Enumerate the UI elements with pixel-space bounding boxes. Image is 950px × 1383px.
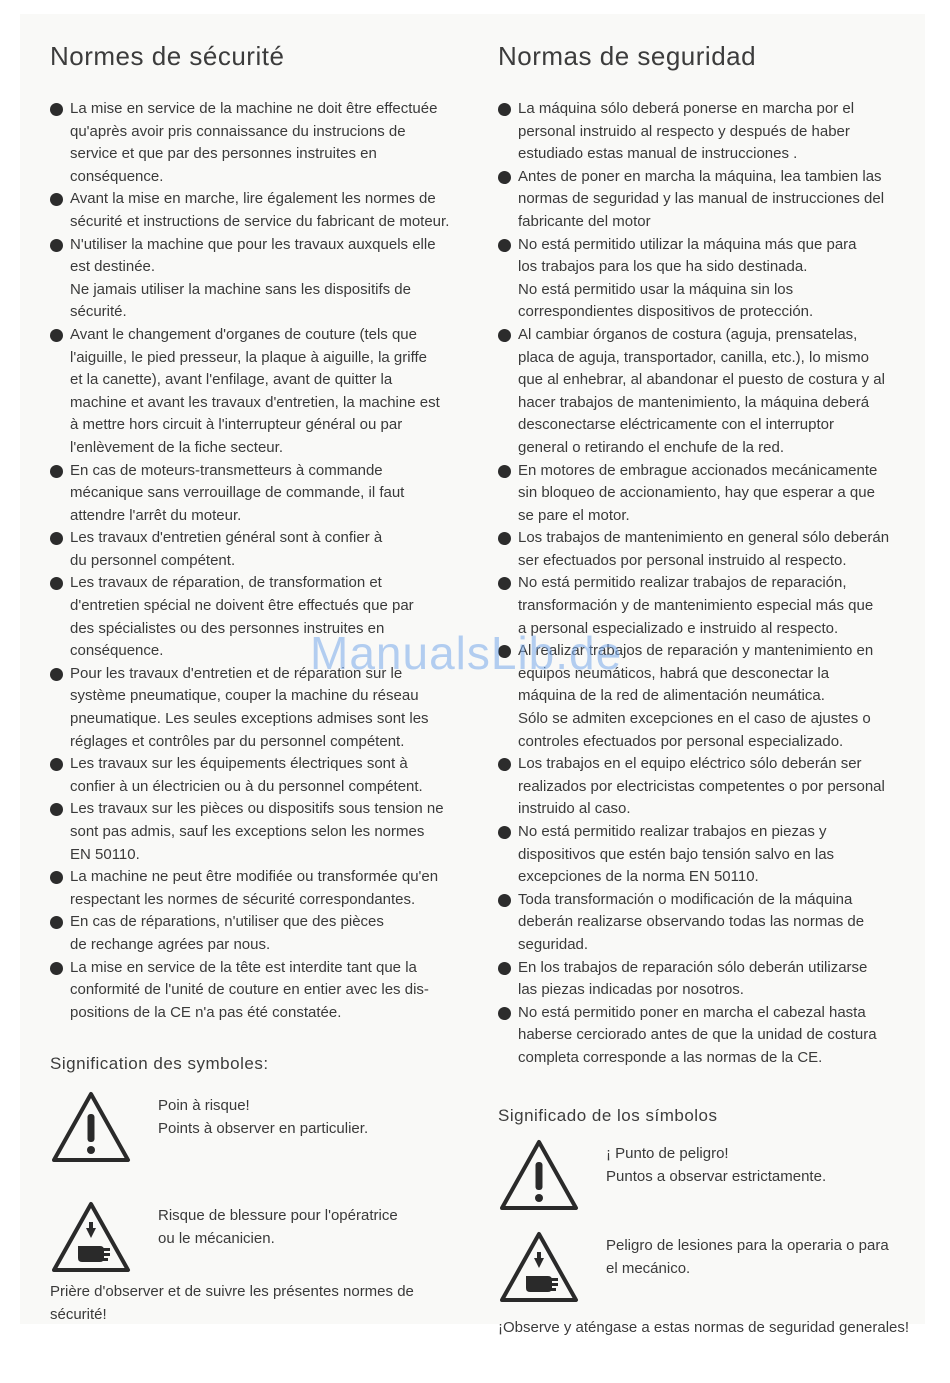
symbol-row-danger [498,1138,910,1230]
bullet-icon [498,1007,511,1020]
symbol-row-injury [498,1230,910,1316]
bullet-icon [50,239,63,252]
page-title-spanish: Normas de seguridad [498,41,757,71]
symbol-description: Poin à risque! Points à observer en particulier. [158,1097,369,1138]
list-item: No está permitido realizar trabajos de reparación, transformación y de mantenimiento especial más que a personal especializado e instruido al respecto. [498,572,910,640]
warning-exclamation-icon [498,1138,580,1212]
list-item: En los trabajos de reparación sólo deberán utilizarse las piezas indicadas por nosotros. [498,957,910,1002]
bullet-icon [50,916,63,929]
hand-injury-warning-icon [498,1230,580,1304]
list-item: Les travaux d'entretien général sont à confier à du personnel compétent. [50,527,468,572]
closing-note-french: Prière d'observer et de suivre les présentes normes de sécurité! [50,1283,414,1324]
safety-rules-list-spanish [498,98,910,1070]
bullet-icon [50,962,63,975]
closing-note-spanish: ¡Observe y aténgase a estas normas de seguridad generales! [498,1318,910,1336]
bullet-icon [498,239,511,252]
list-item: No está permitido realizar trabajos en piezas y dispositivos que estén bajo tensión salvo en las excepciones de la norma EN 50110. [498,821,910,889]
bullet-icon [50,103,63,116]
symbol-description: Risque de blessure pour l'opératrice ou le mécanicien. [158,1207,398,1248]
list-item: La máquina sólo deberá ponerse en marcha por el personal instruido al respecto y después de haber estudiado estas manual de instrucciones . [498,98,910,166]
bullet-icon [498,329,511,342]
symbol-description: ¡ Punto de peligro! Puntos a observar estrictamente. [606,1144,827,1185]
list-item: Al cambiar órganos de costura (aguja, prensatelas, placa de aguja, transportador, canilla, etc.), lo mismo que al enhebrar, al abandonar el puesto de costura y al hacer trabajos de mantenimiento, la máquina deberá desconectarse eléctricamente con el interruptor general o retirando el enchufe de la red. [498,324,910,460]
list-item: Antes de poner en marcha la máquina, lea tambien las normas de seguridad y las manual de instrucciones del fabricante del motor [498,166,910,234]
symbols-heading-spanish: Significado de los símbolos [498,1105,718,1125]
bullet-icon [50,577,63,590]
bullet-icon [498,962,511,975]
bullet-icon [498,758,511,771]
list-item: No está permitido poner en marcha el cabezal hasta haberse cerciorado antes de que la unidad de costura completa corresponde a las normas de la CE. [498,1002,910,1070]
warning-exclamation-icon [50,1090,132,1164]
list-item: Les travaux de réparation, de transformation et d'entretien spécial ne doivent être effectués que par des spécialistes ou des personnes instruites en conséquence. [50,572,468,662]
bullet-icon [50,193,63,206]
list-item: N'utiliser la machine que pour les travaux auxquels elle est destinée. Ne jamais utiliser la machine sans les dispositifs de sécurité. [50,234,468,324]
list-item: No está permitido utilizar la máquina más que para los trabajos para los que ha sido destinada. No está permitido usar la máquina sin los correspondientes dispositivos de protección. [498,234,910,324]
symbol-row-injury [50,1200,468,1280]
list-item: La mise en service de la tête est interdite tant que la conformité de l'unité de couture en entier avec les dis- positions de la CE n'a pas été constatée. [50,957,468,1025]
bullet-icon [50,668,63,681]
bullet-icon [50,329,63,342]
list-item: La mise en service de la machine ne doit être effectuée qu'après avoir pris connaissance du instrucions de service et que par des personnes instruites en conséquence. [50,98,468,188]
list-item: Avant le changement d'organes de couture (tels que l'aiguille, le pied presseur, la plaque à aiguille, la griffe et la canette), avant l'enfilage, avant de quitter la machine et avant les travaux d'entretien, la machine est à mettre hors circuit à l'interrupteur général ou par l'enlèvement de la fiche secteur. [50,324,468,460]
symbols-heading-french: Signification des symboles: [50,1054,269,1074]
spanish-column [498,28,910,1339]
bullet-icon [498,532,511,545]
list-item: En cas de moteurs-transmetteurs à commande mécanique sans verrouillage de commande, il faut attendre l'arrêt du moteur. [50,460,468,528]
symbol-description: Peligro de lesiones para la operaria o para el mecánico. [606,1236,889,1277]
list-item: En cas de réparations, n'utiliser que des pièces de rechange agrées par nous. [50,911,468,956]
bullet-icon [498,826,511,839]
list-item: Los trabajos de mantenimiento en general sólo deberán ser efectuados por personal instruido al respecto. [498,527,910,572]
manual-page [20,14,925,1336]
bullet-icon [498,894,511,907]
bullet-icon [50,803,63,816]
list-item: Les travaux sur les pièces ou dispositifs sous tension ne sont pas admis, sauf les exceptions selon les normes EN 50110. [50,798,468,866]
list-item: Al realizar trabajos de reparación y mantenimiento en equipos neumáticos, habrá que desconectar la máquina de la red de alimentación neumática. Sólo se admiten excepciones en el caso de ajustes o controles efectuados por personal especializado. [498,640,910,753]
bullet-icon [50,465,63,478]
list-item: Avant la mise en marche, lire également les normes de sécurité et instructions de service du fabricant de moteur. [50,188,468,233]
bullet-icon [498,465,511,478]
symbol-row-danger [50,1090,468,1200]
list-item: Toda transformación o modificación de la máquina deberán realizarse observando todas las normas de seguridad. [498,889,910,957]
hand-injury-warning-icon [50,1200,132,1274]
list-item: La machine ne peut être modifiée ou transformée qu'en respectant les normes de sécurité correspondantes. [50,866,468,911]
bullet-icon [50,871,63,884]
list-item: En motores de embrague accionados mecánicamente sin bloqueo de accionamiento, hay que esperar a que se pare el motor. [498,460,910,528]
list-item: Les travaux sur les équipements électriques sont à confier à un électricien ou à du personnel compétent. [50,753,468,798]
bullet-icon [498,577,511,590]
bullet-icon [50,758,63,771]
page-title-french: Normes de sécurité [50,41,285,71]
watermark: ManualsLib.de [310,627,623,679]
list-item: Pour les travaux d'entretien et de réparation sur le système pneumatique, couper la machine du réseau pneumatique. Les seules exceptions admises sont les réglages et contrôles par du personnel compétent. [50,663,468,753]
list-item: Los trabajos en el equipo eléctrico sólo deberán ser realizados por electricistas competentes o por personal instruido al caso. [498,753,910,821]
bullet-icon [498,171,511,184]
safety-rules-list-french [50,98,468,1024]
bullet-icon [498,103,511,116]
bullet-icon [50,532,63,545]
